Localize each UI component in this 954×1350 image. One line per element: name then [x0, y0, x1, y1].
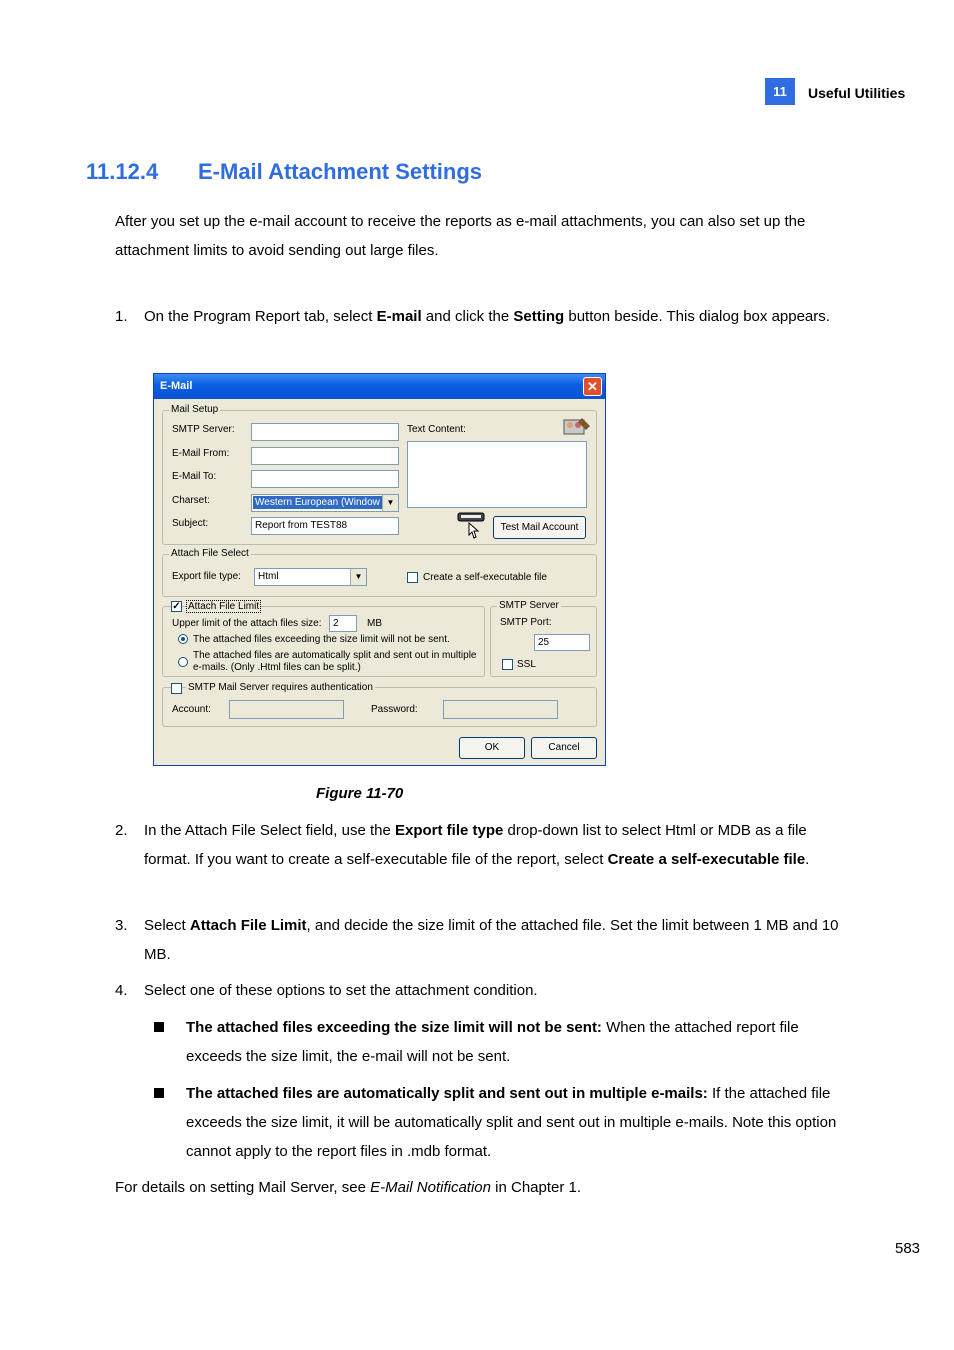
split-send-label-line1: The attached files are automatically split and sent out in multiple	[193, 650, 477, 661]
bullet-text: If the attached file exceeds the size limit, it will be automatically split and sent out in multiple e-mails. Note this option cannot apply to the report files in .mdb format.	[186, 1085, 837, 1160]
charset-select[interactable]	[251, 494, 399, 512]
section-title: E-Mail Attachment Settings	[198, 159, 482, 184]
step-text: Select one of these options to set the attachment condition.	[144, 982, 538, 999]
upper-limit-label: Upper limit of the attach files size:	[172, 618, 322, 629]
smtp-server-label: SMTP Server:	[172, 424, 235, 435]
bullet-bold: The attached files exceeding the size limit will not be sent:	[186, 1019, 602, 1036]
chapter-number-badge: 11	[765, 78, 795, 105]
section-heading	[86, 159, 482, 185]
mail-to-label: E-Mail To:	[172, 471, 217, 482]
email-dialog	[153, 373, 606, 766]
authentication-checkbox[interactable]	[171, 683, 182, 694]
ssl-label: SSL	[517, 659, 536, 670]
ssl-checkbox[interactable]	[502, 659, 513, 670]
charset-label: Charset:	[172, 495, 210, 506]
mail-to-input[interactable]	[251, 470, 399, 488]
step-2	[115, 816, 845, 874]
chapter-title: Useful Utilities	[808, 85, 906, 101]
intro-paragraph: After you set up the e-mail account to receive the reports as e-mail attachments, you can also set up the attachment limits to avoid sending out large files.	[115, 213, 806, 259]
test-mail-account-button[interactable]: Test Mail Account	[493, 516, 586, 539]
step-bold: Attach File Limit	[189, 917, 307, 934]
step-1	[115, 302, 845, 331]
export-file-type-label: Export file type:	[172, 571, 241, 582]
subject-label: Subject:	[172, 518, 209, 529]
export-file-type-select[interactable]	[254, 568, 367, 586]
step-4	[115, 976, 845, 1005]
step-bold: Create a self-executable file	[607, 851, 806, 868]
step-bold: Export file type	[394, 822, 504, 839]
section-number: 11.12.4	[86, 159, 159, 184]
smtp-port-input[interactable]: 25	[534, 634, 590, 651]
export-value: Html	[258, 571, 279, 582]
attach-file-limit-label: Attach File Limit	[188, 601, 260, 612]
page-number: 583	[895, 1240, 921, 1257]
step-text: , and decide the size limit of the attached file. Set the limit between 1 MB and 10 MB.	[144, 917, 839, 963]
step-bold: E-mail	[376, 308, 422, 325]
text-content-area[interactable]	[407, 441, 587, 508]
account-input[interactable]	[229, 700, 344, 719]
group-legend: SMTP Server	[499, 600, 559, 611]
step-number: 2.	[115, 822, 128, 839]
group-legend: Attach File Select	[171, 548, 249, 559]
password-label: Password:	[371, 704, 418, 715]
step-text: Select	[144, 917, 190, 934]
square-bullet-icon	[154, 1088, 164, 1098]
bullet-bold: The attached files are automatically split and sent out in multiple e-mails:	[186, 1085, 708, 1102]
authentication-label: SMTP Mail Server requires authentication	[188, 682, 373, 693]
mb-unit-label: MB	[367, 618, 382, 629]
smtp-server-input[interactable]	[251, 423, 399, 441]
split-send-radio[interactable]	[178, 657, 188, 667]
address-book-icon[interactable]	[560, 415, 592, 439]
step-text: drop-down list to select Html or MDB as a file format. If you want to create a self-executable file of the report, select	[144, 822, 807, 868]
send-test-icon[interactable]	[457, 511, 489, 541]
split-send-label-line2: e-mails. (Only .Html files can be split.)	[193, 662, 361, 673]
bullet-item	[150, 1013, 850, 1071]
square-bullet-icon	[154, 1022, 164, 1032]
step-text: button beside. This dialog box appears.	[564, 308, 830, 325]
dialog-title: E-Mail	[160, 380, 193, 392]
note-link-text: E-Mail Notification	[370, 1179, 491, 1196]
mail-from-input[interactable]	[251, 447, 399, 465]
chevron-down-icon[interactable]: ▼	[382, 495, 398, 511]
attach-file-limit-checkbox[interactable]: ✓	[172, 601, 181, 612]
figure-caption: Figure 11-70	[316, 785, 404, 802]
cancel-button[interactable]: Cancel	[531, 737, 597, 759]
step-number: 3.	[115, 917, 128, 934]
ok-button[interactable]: OK	[459, 737, 525, 759]
account-label: Account:	[172, 704, 211, 715]
self-executable-checkbox[interactable]	[407, 572, 418, 583]
footer-note	[115, 1173, 845, 1202]
subject-input[interactable]: Report from TEST88	[251, 517, 399, 535]
note-text: in Chapter 1.	[491, 1179, 582, 1196]
no-send-radio[interactable]	[178, 634, 188, 644]
password-input[interactable]	[443, 700, 558, 719]
step-text: In the Attach File Select field, use the	[144, 822, 395, 839]
dialog-titlebar	[154, 374, 605, 399]
bullet-item	[150, 1079, 850, 1166]
step-3	[115, 911, 845, 969]
step-text: .	[805, 851, 810, 868]
chevron-down-icon[interactable]: ▼	[350, 569, 366, 585]
self-executable-label: Create a self-executable file	[423, 572, 547, 583]
note-text: For details on setting Mail Server, see	[115, 1179, 371, 1196]
step-text: On the Program Report tab, select	[144, 308, 377, 325]
smtp-port-label: SMTP Port:	[500, 617, 552, 628]
mail-from-label: E-Mail From:	[172, 448, 230, 459]
close-icon[interactable]: ✕	[583, 377, 602, 396]
step-number: 4.	[115, 982, 128, 999]
step-text: and click the	[421, 308, 514, 325]
no-send-label: The attached files exceeding the size limit will not be sent.	[193, 634, 450, 645]
charset-value: Western European (Window	[255, 497, 380, 508]
step-number: 1.	[115, 308, 128, 325]
text-content-label: Text Content:	[407, 424, 466, 435]
step-bold: Setting	[513, 308, 565, 325]
group-legend: Mail Setup	[171, 404, 219, 415]
upper-limit-input[interactable]: 2	[329, 615, 357, 632]
bullet-text: When the attached report file exceeds the size limit, the e-mail will not be sent.	[186, 1019, 799, 1065]
